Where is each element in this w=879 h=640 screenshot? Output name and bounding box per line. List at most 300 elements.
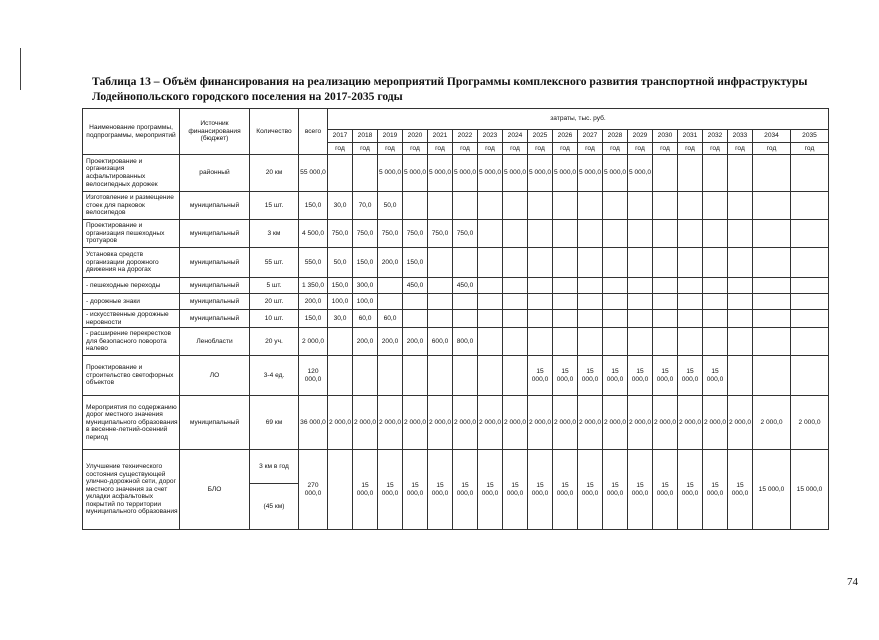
year-value (603, 328, 628, 356)
year-value: 100,0 (353, 294, 378, 310)
year-value: 2 000,0 (791, 396, 829, 450)
year-value (553, 220, 578, 248)
year-value (503, 294, 528, 310)
year-value: 5 000,0 (478, 155, 503, 192)
year-value (403, 294, 428, 310)
year-value (428, 192, 453, 220)
year-unit: год (753, 143, 791, 155)
row-quantity: 20 км (250, 155, 299, 192)
year-value (791, 310, 829, 328)
year-value (553, 328, 578, 356)
year-value (553, 248, 578, 278)
year-header: 2035 (791, 130, 829, 143)
row-total: 270 000,0 (299, 450, 328, 530)
year-value: 2 000,0 (378, 396, 403, 450)
year-value: 2 000,0 (328, 396, 353, 450)
year-value (728, 248, 753, 278)
year-value: 2 000,0 (528, 396, 553, 450)
year-value: 450,0 (403, 278, 428, 294)
year-unit: год (428, 143, 453, 155)
row-source: муниципальный (180, 294, 250, 310)
table-row (83, 294, 829, 310)
year-value: 2 000,0 (628, 396, 653, 450)
year-value (728, 294, 753, 310)
year-value (728, 356, 753, 396)
year-header: 2027 (578, 130, 603, 143)
financing-table (82, 108, 829, 530)
year-value (478, 220, 503, 248)
row-total: 550,0 (299, 248, 328, 278)
year-value (753, 248, 791, 278)
year-value (428, 248, 453, 278)
year-value: 5 000,0 (578, 155, 603, 192)
year-value (628, 248, 653, 278)
year-value: 2 000,0 (453, 396, 478, 450)
year-value: 2 000,0 (703, 396, 728, 450)
year-unit: год (478, 143, 503, 155)
year-value (653, 220, 678, 248)
row-source: муниципальный (180, 220, 250, 248)
row-quantity: 10 шт. (250, 310, 299, 328)
year-value (578, 248, 603, 278)
year-value: 15 000,0 (528, 356, 553, 396)
year-value (678, 192, 703, 220)
year-header: 2018 (353, 130, 378, 143)
year-value (703, 294, 728, 310)
year-value: 800,0 (453, 328, 478, 356)
year-value (453, 248, 478, 278)
year-value (628, 294, 653, 310)
year-value: 15 000,0 (378, 450, 403, 530)
table-caption (92, 74, 852, 104)
year-value (603, 220, 628, 248)
year-value (578, 294, 603, 310)
year-value (353, 155, 378, 192)
row-quantity: 5 шт. (250, 278, 299, 294)
year-unit: год (353, 143, 378, 155)
year-value (728, 220, 753, 248)
row-total: 150,0 (299, 310, 328, 328)
year-value: 2 000,0 (653, 396, 678, 450)
year-value: 100,0 (328, 294, 353, 310)
row-quantity: 20 уч. (250, 328, 299, 356)
year-value (603, 294, 628, 310)
year-value: 750,0 (328, 220, 353, 248)
row-source: муниципальный (180, 248, 250, 278)
row-total: 120 000,0 (299, 356, 328, 396)
year-value (528, 220, 553, 248)
year-value (353, 356, 378, 396)
year-header: 2024 (503, 130, 528, 143)
year-value (753, 294, 791, 310)
year-value: 15 000,0 (603, 356, 628, 396)
year-value (728, 278, 753, 294)
year-value: 15 000,0 (703, 450, 728, 530)
year-value: 5 000,0 (503, 155, 528, 192)
header-total: всего (299, 109, 328, 155)
year-unit: год (603, 143, 628, 155)
year-value (753, 328, 791, 356)
table-row (83, 248, 829, 278)
row-name: - искусственные дорожные неровности (83, 310, 180, 328)
row-name: Улучшение технического состояния существующей улично-дорожной сети, дорог местного значения за счет укладки асфальтовых покрытий по территории муниципального образования (83, 450, 180, 530)
year-value (553, 192, 578, 220)
row-name: Изготовление и размещение стоек для парковок велосипедов (83, 192, 180, 220)
year-value: 2 000,0 (678, 396, 703, 450)
row-name: Проектирование и строительство светофорных объектов (83, 356, 180, 396)
row-name: Установка средств организации дорожного движения на дорогах (83, 248, 180, 278)
row-source: муниципальный (180, 310, 250, 328)
year-value: 15 000,0 (653, 356, 678, 396)
year-value (478, 356, 503, 396)
year-header: 2034 (753, 130, 791, 143)
year-value (503, 310, 528, 328)
header-quantity: Количество (250, 109, 299, 155)
year-value (653, 294, 678, 310)
table-row (83, 396, 829, 450)
year-value (528, 192, 553, 220)
year-value: 15 000,0 (678, 450, 703, 530)
row-source: муниципальный (180, 278, 250, 294)
year-value: 5 000,0 (553, 155, 578, 192)
year-value (428, 310, 453, 328)
year-value: 15 000,0 (703, 356, 728, 396)
year-value (503, 220, 528, 248)
year-header: 2023 (478, 130, 503, 143)
year-value (453, 192, 478, 220)
year-value (403, 310, 428, 328)
row-quantity: 20 шт. (250, 294, 299, 310)
year-value (403, 192, 428, 220)
year-value (578, 278, 603, 294)
row-name: - пешеходные переходы (83, 278, 180, 294)
row-total: 1 350,0 (299, 278, 328, 294)
year-value (791, 155, 829, 192)
year-value (678, 220, 703, 248)
year-value: 5 000,0 (453, 155, 478, 192)
table-row (83, 328, 829, 356)
year-value (728, 155, 753, 192)
year-value: 2 000,0 (478, 396, 503, 450)
year-value: 200,0 (378, 248, 403, 278)
year-value (791, 192, 829, 220)
page-number: 74 (847, 576, 858, 588)
year-value (653, 310, 678, 328)
year-unit: год (728, 143, 753, 155)
year-value (478, 310, 503, 328)
year-value: 15 000,0 (528, 450, 553, 530)
year-value (478, 328, 503, 356)
year-value (653, 278, 678, 294)
year-value (478, 248, 503, 278)
year-value (603, 310, 628, 328)
margin-line (20, 48, 21, 90)
year-value: 450,0 (453, 278, 478, 294)
year-value (653, 328, 678, 356)
row-source: муниципальный (180, 192, 250, 220)
year-value (653, 248, 678, 278)
year-value: 2 000,0 (353, 396, 378, 450)
year-unit: год (378, 143, 403, 155)
year-value (503, 248, 528, 278)
row-total: 55 000,0 (299, 155, 328, 192)
header-source: Источник финансирования (бюджет) (180, 109, 250, 155)
year-value: 30,0 (328, 310, 353, 328)
row-name: Мероприятия по содержанию дорог местного значения муниципального образования в весенне-летний-осенний период (83, 396, 180, 450)
year-value (753, 356, 791, 396)
row-name: - дорожные знаки (83, 294, 180, 310)
year-value (503, 192, 528, 220)
year-unit: год (628, 143, 653, 155)
year-header: 2028 (603, 130, 628, 143)
year-value: 5 000,0 (403, 155, 428, 192)
year-value: 15 000,0 (478, 450, 503, 530)
year-unit: год (791, 143, 829, 155)
year-value (578, 192, 603, 220)
year-value (603, 248, 628, 278)
year-value (628, 328, 653, 356)
year-value (528, 278, 553, 294)
year-value: 60,0 (353, 310, 378, 328)
header-row (83, 109, 829, 130)
year-value (753, 310, 791, 328)
year-header: 2021 (428, 130, 453, 143)
year-value: 70,0 (353, 192, 378, 220)
year-value (528, 294, 553, 310)
year-value (703, 192, 728, 220)
year-value: 5 000,0 (378, 155, 403, 192)
row-total: 150,0 (299, 192, 328, 220)
year-value (528, 310, 553, 328)
row-quantity: 3 км в год (250, 450, 299, 484)
year-value (653, 192, 678, 220)
caption-line-1: Таблица 13 – Объём финансирования на реализацию мероприятий Программы комплексного развития транспортной инфраструктуры (92, 75, 808, 88)
row-source: районный (180, 155, 250, 192)
year-value: 15 000,0 (403, 450, 428, 530)
year-header: 2031 (678, 130, 703, 143)
year-value (528, 328, 553, 356)
year-value: 60,0 (378, 310, 403, 328)
year-value (753, 220, 791, 248)
year-value (328, 356, 353, 396)
year-value: 750,0 (378, 220, 403, 248)
year-value: 2 000,0 (578, 396, 603, 450)
year-unit: год (703, 143, 728, 155)
year-value: 5 000,0 (428, 155, 453, 192)
year-value (553, 310, 578, 328)
year-value (678, 248, 703, 278)
header-costs: затраты, тыс. руб. (328, 109, 829, 130)
year-value (553, 278, 578, 294)
year-value (678, 294, 703, 310)
year-value (728, 310, 753, 328)
year-header: 2029 (628, 130, 653, 143)
year-value (578, 310, 603, 328)
year-value: 300,0 (353, 278, 378, 294)
row-quantity-total: (45 км) (250, 484, 299, 530)
row-name: Проектирование и организация асфальтированных велосипедных дорожек (83, 155, 180, 192)
year-value: 750,0 (453, 220, 478, 248)
year-value: 150,0 (403, 248, 428, 278)
year-unit: год (403, 143, 428, 155)
year-header: 2033 (728, 130, 753, 143)
row-name: - расширение перекрестков для безопасного поворота налево (83, 328, 180, 356)
year-value: 15 000,0 (728, 450, 753, 530)
row-name: Проектирование и организация пешеходных тротуаров (83, 220, 180, 248)
year-value (703, 310, 728, 328)
year-value: 750,0 (353, 220, 378, 248)
year-header: 2030 (653, 130, 678, 143)
year-value: 15 000,0 (578, 450, 603, 530)
year-value: 5 000,0 (528, 155, 553, 192)
year-value (478, 294, 503, 310)
row-quantity: 55 шт. (250, 248, 299, 278)
year-value (328, 328, 353, 356)
row-quantity: 15 шт. (250, 192, 299, 220)
year-value: 2 000,0 (553, 396, 578, 450)
year-value (378, 294, 403, 310)
year-value (791, 356, 829, 396)
year-value (478, 278, 503, 294)
table-row (83, 278, 829, 294)
year-value: 15 000,0 (503, 450, 528, 530)
year-value (453, 294, 478, 310)
year-value (378, 278, 403, 294)
year-value: 15 000,0 (628, 450, 653, 530)
year-unit: год (503, 143, 528, 155)
row-total: 36 000,0 (299, 396, 328, 450)
year-value (603, 278, 628, 294)
year-value: 5 000,0 (628, 155, 653, 192)
year-value (791, 278, 829, 294)
table-row (83, 192, 829, 220)
year-value: 15 000,0 (653, 450, 678, 530)
year-header: 2026 (553, 130, 578, 143)
year-value (703, 248, 728, 278)
year-value: 15 000,0 (428, 450, 453, 530)
table-row (83, 155, 829, 192)
year-unit: год (528, 143, 553, 155)
year-unit: год (678, 143, 703, 155)
table-row (83, 310, 829, 328)
year-value: 2 000,0 (428, 396, 453, 450)
year-unit: год (453, 143, 478, 155)
year-value (703, 278, 728, 294)
year-value: 15 000,0 (753, 450, 791, 530)
year-value: 15 000,0 (603, 450, 628, 530)
year-header: 2019 (378, 130, 403, 143)
year-value (428, 356, 453, 396)
year-value: 2 000,0 (403, 396, 428, 450)
year-value (553, 294, 578, 310)
row-quantity: 3 км (250, 220, 299, 248)
row-total: 4 500,0 (299, 220, 328, 248)
year-value (578, 328, 603, 356)
year-value (791, 328, 829, 356)
year-value (628, 278, 653, 294)
year-value (678, 278, 703, 294)
year-value (753, 192, 791, 220)
year-value (428, 278, 453, 294)
year-value: 15 000,0 (453, 450, 478, 530)
year-value: 2 000,0 (753, 396, 791, 450)
row-total: 2 000,0 (299, 328, 328, 356)
row-source: БЛО (180, 450, 250, 530)
year-value (503, 278, 528, 294)
year-value (328, 450, 353, 530)
year-value (578, 220, 603, 248)
row-quantity: 69 км (250, 396, 299, 450)
year-header: 2032 (703, 130, 728, 143)
year-value: 15 000,0 (628, 356, 653, 396)
year-value (703, 220, 728, 248)
year-value: 150,0 (353, 248, 378, 278)
year-value (653, 155, 678, 192)
row-quantity: 3-4 ед. (250, 356, 299, 396)
year-value: 15 000,0 (791, 450, 829, 530)
year-value (628, 310, 653, 328)
year-value (678, 328, 703, 356)
year-value: 15 000,0 (553, 356, 578, 396)
year-value (628, 220, 653, 248)
year-value: 200,0 (403, 328, 428, 356)
table-row (83, 450, 829, 484)
year-value: 200,0 (353, 328, 378, 356)
year-value (453, 356, 478, 396)
year-header: 2025 (528, 130, 553, 143)
year-value (753, 278, 791, 294)
year-value (453, 310, 478, 328)
table-row (83, 356, 829, 396)
year-value: 750,0 (428, 220, 453, 248)
year-value (678, 155, 703, 192)
year-value (603, 192, 628, 220)
year-unit: год (328, 143, 353, 155)
year-value: 50,0 (378, 192, 403, 220)
year-unit: год (653, 143, 678, 155)
year-value (378, 356, 403, 396)
year-value (478, 192, 503, 220)
year-value (403, 356, 428, 396)
year-value (503, 356, 528, 396)
year-value: 600,0 (428, 328, 453, 356)
year-unit: год (553, 143, 578, 155)
year-value (528, 248, 553, 278)
year-value (728, 328, 753, 356)
year-value: 750,0 (403, 220, 428, 248)
year-value: 15 000,0 (553, 450, 578, 530)
year-value (428, 294, 453, 310)
row-source: муниципальный (180, 396, 250, 450)
caption-line-2: Лодейнопольского городского поселения на 2017-2035 годы (92, 90, 403, 103)
year-value (703, 155, 728, 192)
year-value (791, 248, 829, 278)
year-value: 15 000,0 (578, 356, 603, 396)
year-value: 5 000,0 (603, 155, 628, 192)
row-source: ЛО (180, 356, 250, 396)
year-value: 2 000,0 (603, 396, 628, 450)
year-value (753, 155, 791, 192)
year-value (328, 155, 353, 192)
year-unit: год (578, 143, 603, 155)
table-row (83, 220, 829, 248)
year-value: 2 000,0 (503, 396, 528, 450)
year-value: 150,0 (328, 278, 353, 294)
year-value (791, 220, 829, 248)
row-total: 200,0 (299, 294, 328, 310)
header-name: Наименование программы, подпрограммы, мероприятий (83, 109, 180, 155)
year-value: 2 000,0 (728, 396, 753, 450)
